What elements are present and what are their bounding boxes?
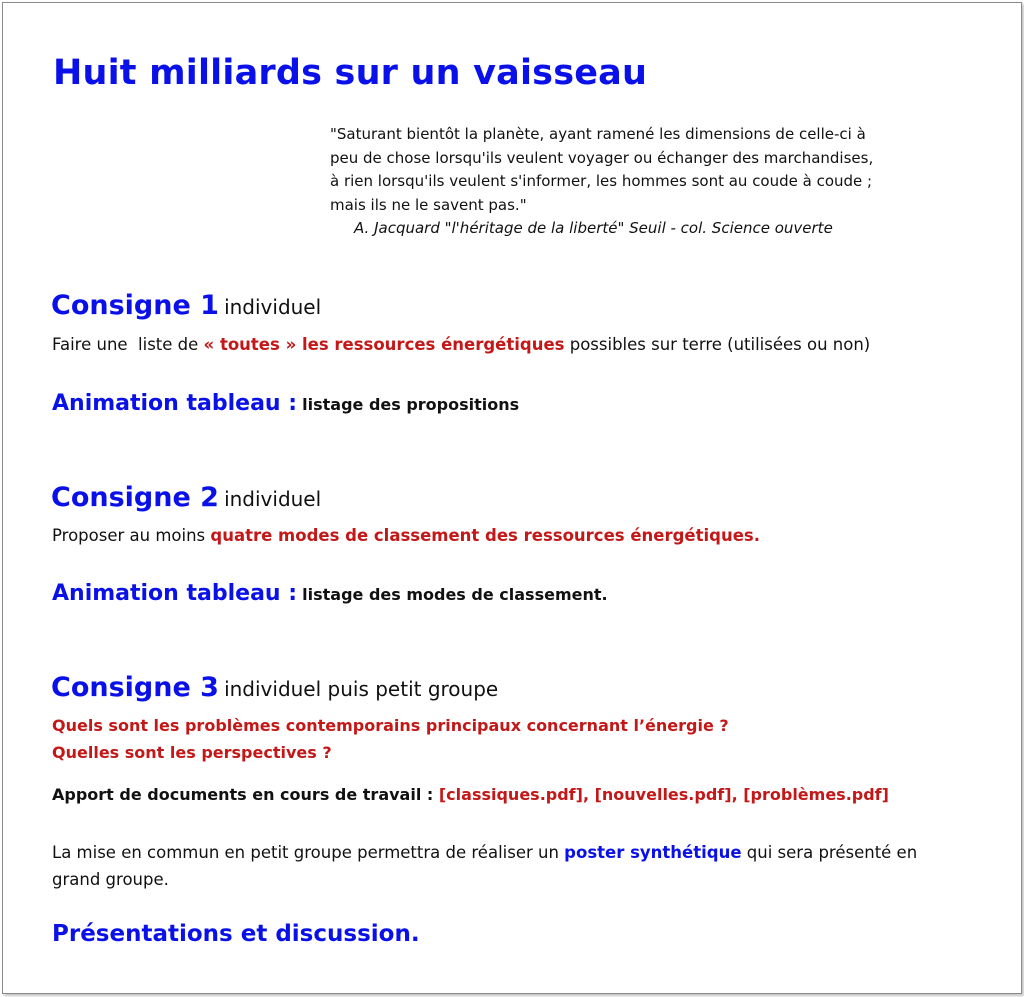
synthesis-text-line2: grand groupe.: [52, 870, 169, 889]
consigne-1-text-end: possibles sur terre (utilisées ou non): [564, 335, 871, 354]
consigne-2-title: Consigne 2: [51, 482, 219, 513]
animation-1: [52, 391, 519, 416]
consigne-1-text: [52, 335, 870, 354]
final-heading: Présentations et discussion.: [52, 921, 420, 947]
consigne-3-heading: [51, 672, 498, 703]
consigne-3-title: Consigne 3: [51, 672, 219, 703]
animation-2: [52, 581, 608, 606]
synthesis-paragraph: [52, 839, 917, 893]
consigne-2-mode: individuel: [224, 487, 322, 511]
document-page: [2, 2, 1022, 994]
epigraph-quote: [330, 123, 873, 241]
consigne-1-text-start: Faire une liste de: [52, 335, 204, 354]
quote-author: A. Jacquard "l'héritage de la liberté" Seuil - col. Science ouverte: [354, 219, 833, 237]
consigne-2-heading: [51, 482, 321, 513]
documents-line: [52, 785, 889, 804]
animation-2-label: Animation tableau :: [52, 581, 298, 606]
quote-line: "Saturant bientôt la planète, ayant ramené les dimensions de celle-ci à: [330, 125, 866, 143]
consigne-3-question-2: Quelles sont les perspectives ?: [52, 743, 332, 762]
consigne-1-mode: individuel: [224, 295, 322, 319]
documents-files: [classiques.pdf], [nouvelles.pdf], [problèmes.pdf]: [438, 785, 889, 804]
animation-1-label: Animation tableau :: [52, 391, 298, 416]
synthesis-text-end: qui sera présenté en: [741, 843, 918, 862]
consigne-3-question-1: Quels sont les problèmes contemporains principaux concernant l’énergie ?: [52, 716, 729, 735]
consigne-2-text-start: Proposer au moins: [52, 526, 211, 545]
consigne-2-text: [52, 526, 760, 545]
consigne-2-highlight: quatre modes de classement des ressources énergétiques.: [210, 526, 760, 545]
animation-2-text: listage des modes de classement.: [302, 585, 608, 604]
synthesis-text-start: La mise en commun en petit groupe permettra de réaliser un: [52, 843, 565, 862]
documents-label: Apport de documents en cours de travail :: [52, 785, 439, 804]
quote-line: peu de chose lorsqu'ils veulent voyager ou échanger des marchandises,: [330, 148, 874, 167]
quote-line: à rien lorsqu'ils veulent s'informer, les hommes sont au coude à coude ;: [330, 172, 873, 190]
consigne-3-mode: individuel puis petit groupe: [224, 677, 499, 701]
consigne-1-heading: [51, 290, 321, 321]
consigne-1-highlight: « toutes » les ressources énergétiques: [203, 335, 565, 354]
page-title: Huit milliards sur un vaisseau: [53, 53, 648, 93]
synthesis-highlight: poster synthétique: [564, 843, 742, 862]
animation-1-text: listage des propositions: [302, 395, 520, 414]
consigne-1-title: Consigne 1: [51, 290, 219, 321]
quote-line: mais ils ne le savent pas.": [330, 195, 527, 214]
